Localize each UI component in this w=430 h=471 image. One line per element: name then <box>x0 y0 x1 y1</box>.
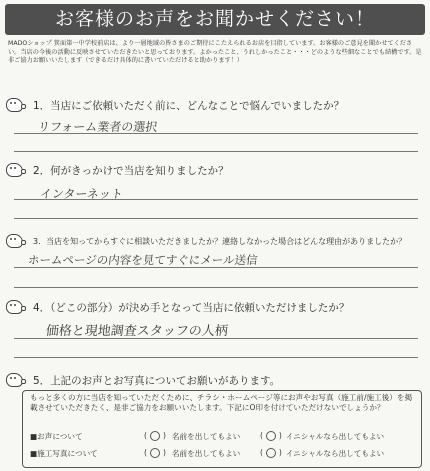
answer-line <box>14 287 418 288</box>
question-2-label: 2．何がきっかけで当店を知りましたか？ <box>33 164 229 177</box>
answer-line <box>14 218 418 219</box>
question-1 <box>6 97 426 113</box>
consent-row-photo: ■施工写真について ( ) 名前を出してもよい ( ) イニシャルなら出してもよい <box>30 448 385 458</box>
consent-option-initial: イニシャルなら出してもよい <box>285 432 385 441</box>
face-icon <box>6 234 23 248</box>
question-4-label: 4．（どこの部分）が決め手となって当店に依頼いただけましたか？ <box>33 301 350 314</box>
consent-option-name: 名前を出してもよい <box>171 449 241 458</box>
page-title-banner: お客様のお声をお聞かせください！ <box>5 4 425 35</box>
question-2 <box>6 162 426 178</box>
consent-row-label: ■施工写真について <box>30 449 98 458</box>
answer-3: ホームページの内容を見てすぐにメール送信 <box>27 253 259 267</box>
consent-option-name: 名前を出してもよい <box>171 432 241 441</box>
circle-option[interactable] <box>266 448 276 458</box>
question-3 <box>6 233 426 249</box>
question-5 <box>6 372 426 388</box>
answer-4: 価格と現地調査スタッフの人柄 <box>45 324 229 339</box>
consent-text: もっと多くの方に当店を知っていただくために、チラシ・ホームページ等にお声やお写真（施工前/施工後）を掲載させていただきたく、是非ご協力をお願いいたします。下記にO印を付けていただけないでしょうか？ <box>30 393 413 412</box>
answer-line <box>14 133 418 134</box>
face-icon <box>6 163 23 177</box>
answer-2: インターネット <box>39 187 124 201</box>
question-1-label: 1．当店にご依頼いただく前に、どんなことで悩んでいましたか？ <box>33 99 345 112</box>
answer-line <box>14 338 418 339</box>
consent-row-label: ■お声について <box>30 432 83 441</box>
question-4 <box>6 299 426 315</box>
circle-option[interactable] <box>150 448 160 458</box>
consent-option-initial: イニシャルなら出してもよい <box>285 449 385 458</box>
answer-line <box>14 357 418 358</box>
answer-line <box>14 199 418 200</box>
answer-1: リフォーム業者の選択 <box>37 120 159 134</box>
face-icon <box>6 373 23 387</box>
intro-text: MADOショップ 箕面第一中学校前店は、より一層地域の皆さまのご期待にこたえられるお店を目指しています。お客様のご意見を聞かせてください。当店の今後の活動に反映させていただきたいと思っております。よかったこと、うれしかったこと・・・どのような些細なことでも結構です。是非ご協力お願いいたします（できるだけ具体的に書いていただけると助かります！） <box>8 40 422 65</box>
circle-option[interactable] <box>150 431 160 441</box>
face-icon <box>6 300 23 314</box>
face-icon <box>6 98 23 112</box>
answer-line <box>14 267 418 268</box>
question-5-label: 5．上記のお声とお写真についてお願いがあります。 <box>33 374 281 387</box>
answer-line <box>14 151 418 152</box>
circle-option[interactable] <box>266 431 276 441</box>
question-3-label: 3．当店を知ってからすぐに相談いただきましたか？連絡しなかった場合はどんな理由がありましたか？ <box>33 236 407 246</box>
consent-row-voice: ■お声について ( ) 名前を出してもよい ( ) イニシャルなら出してもよい <box>30 431 385 441</box>
